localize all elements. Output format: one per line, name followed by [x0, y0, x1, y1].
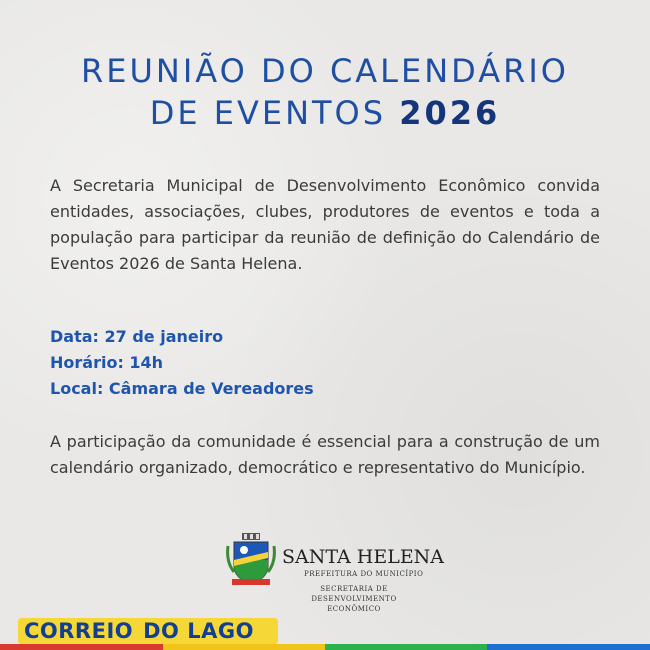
- title-year: 2026: [399, 94, 501, 132]
- closing-paragraph: A participação da comunidade é essencial para a construção de um calendário organizado, democrático e representativo do Município.: [50, 432, 600, 477]
- badge-word-2: DO LAGO: [143, 619, 254, 643]
- event-location: Local: Câmara de Vereadores: [50, 379, 314, 398]
- stripe-green: [325, 644, 487, 650]
- brand-department-line-1: SECRETARIA DE: [320, 585, 388, 593]
- title-line-2-text: DE EVENTOS: [149, 94, 400, 132]
- event-date: Data: 27 de janeiro: [50, 327, 224, 346]
- brand-subtitle: PREFEITURA DO MUNICÍPIO: [304, 570, 424, 578]
- stripe-yellow: [163, 644, 325, 650]
- stripe-red: [0, 644, 163, 650]
- brand-department: [284, 584, 424, 614]
- title-line-1: REUNIÃO DO CALENDÁRIO: [81, 52, 569, 90]
- event-time: Horário: 14h: [50, 353, 164, 372]
- event-details: [50, 324, 314, 402]
- stripe-blue: [487, 644, 650, 650]
- badge-word-1: CORREIO: [24, 619, 134, 643]
- intro-paragraph: A Secretaria Municipal de Desenvolvimento Econômico convida entidades, associações, clubes, produtores de eventos e toda a população para participar da reunião de definição do Calendário de Eventos 2026 de Santa Helena.: [50, 176, 600, 273]
- coat-of-arms-icon: [226, 532, 276, 588]
- event-title: [0, 50, 650, 134]
- brand-name: SANTA HELENA: [282, 546, 445, 568]
- santa-helena-logo: [226, 532, 445, 613]
- correio-do-lago-badge: [18, 618, 278, 644]
- title-line-2: [0, 92, 650, 134]
- brand-department-line-2: DESENVOLVIMENTO ECONÔMICO: [311, 595, 397, 613]
